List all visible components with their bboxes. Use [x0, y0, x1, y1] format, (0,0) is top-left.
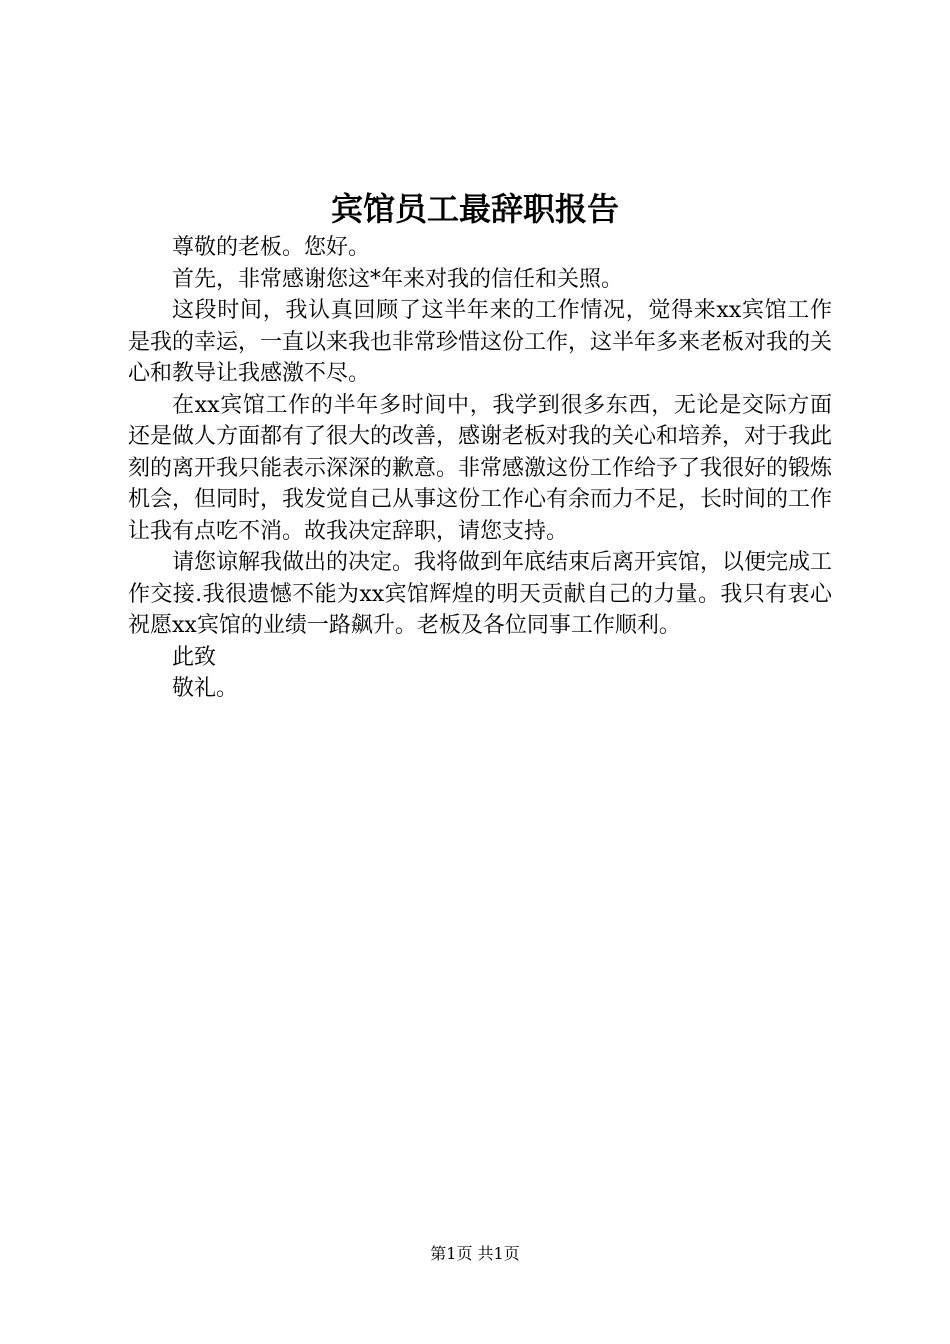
paragraph-closing: 此致 — [172, 644, 217, 670]
paragraph-decision: 请您谅解我做出的决定。我将做到年底结束后离开宾馆，以便完成工作交接.我很遗憾不能为xx宾馆辉煌的明天贡献自己的力量。我只有衷心祝愿xx宾馆的业绩一路飙升。老板及各位同事工作顺利。 — [128, 550, 833, 638]
paragraph-thanks: 首先，非常感谢您这*年来对我的信任和关照。 — [172, 266, 624, 292]
paragraph-salutation: 尊敬的老板。您好。 — [172, 235, 371, 260]
page-footer: 第1页 共1页 — [430, 1244, 520, 1263]
paragraph-review: 这段时间，我认真回顾了这半年来的工作情况，觉得来xx宾馆工作是我的幸运，一直以来我也非常珍惜这份工作，这半年多来老板对我的关心和教导让我感激不尽。 — [128, 298, 833, 386]
paragraph-regards: 敬礼。 — [172, 676, 239, 701]
document-body — [128, 232, 832, 705]
paragraph-experience: 在xx宾馆工作的半年多时间中，我学到很多东西，无论是交际方面还是做人方面都有了很大的改善，感谢老板对我的关心和培养，对于我此刻的离开我只能表示深深的歉意。非常感激这份工作给予了我很好的锻炼机会，但同时，我发觉自己从事这份工作心有余而力不足，长时间的工作让我有点吃不消。故我决定辞职，请您支持。 — [128, 392, 833, 544]
document-title: 宾馆员工最辞职报告 — [330, 190, 619, 228]
